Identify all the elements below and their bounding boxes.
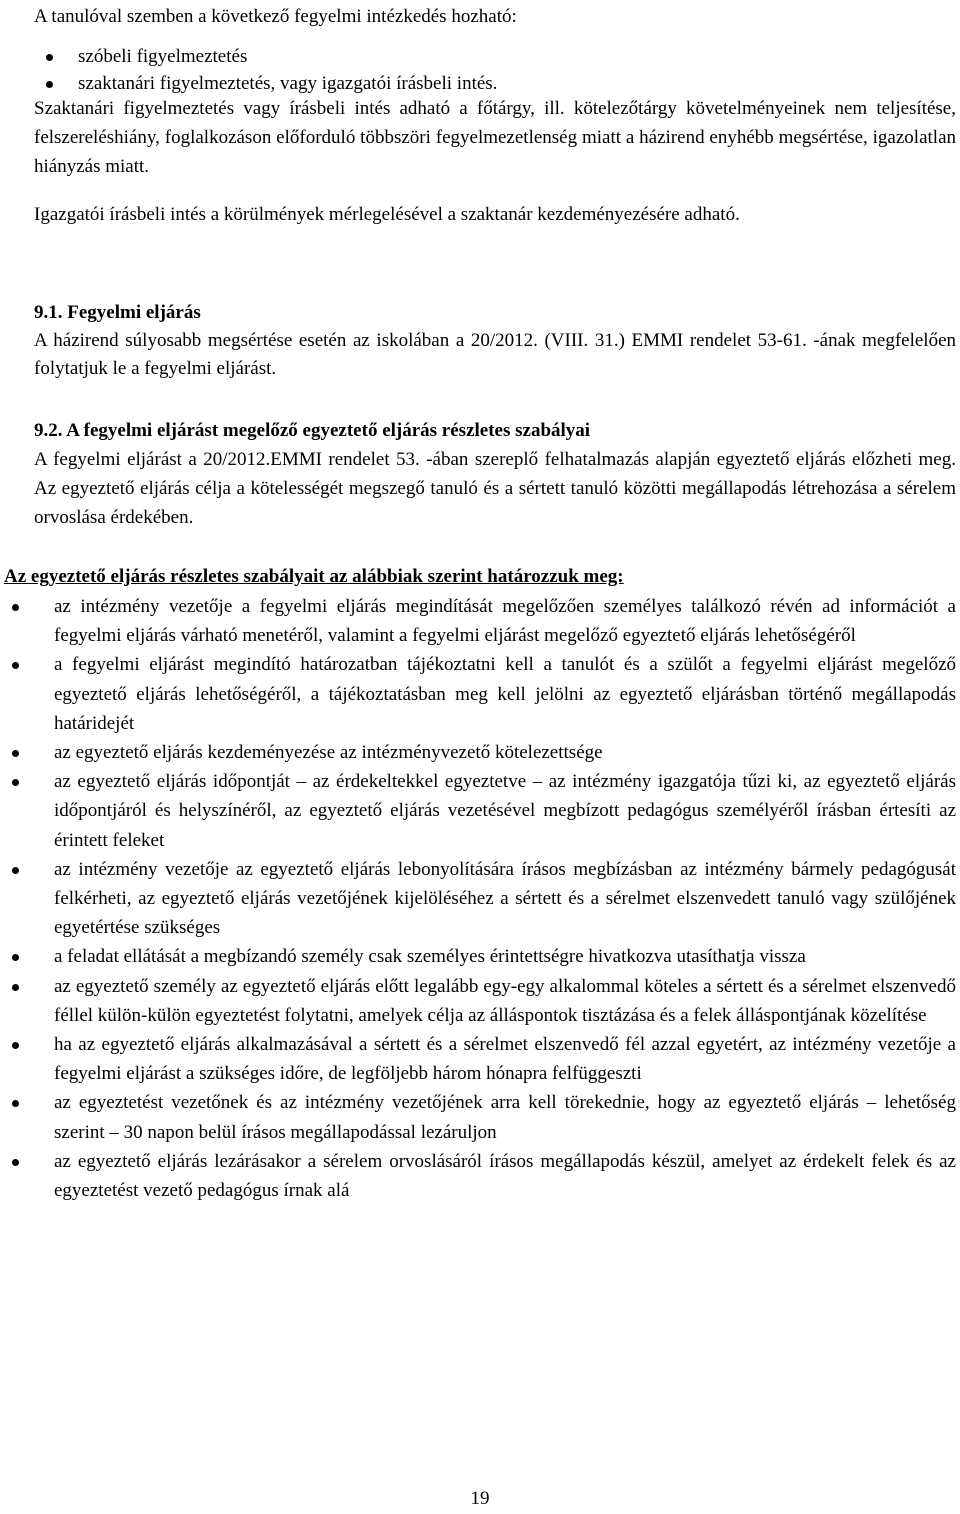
rules-heading: Az egyeztető eljárás részletes szabályait az alábbiak szerint határozzuk meg: xyxy=(4,566,624,587)
section-9-1-title: 9.1. Fegyelmi eljárás xyxy=(34,302,201,323)
list-item: az intézmény vezetője az egyeztető eljárás lebonyolítására írásos megbízásban az intézmény bármely pedagógusát felkérheti, az egyeztető eljárás vezetőjének kijelöléséhez a sértett és a sérelmet elszenvedett tanuló vagy szülőjének egyetértése szükséges xyxy=(4,855,956,943)
bullet-icon xyxy=(46,54,53,61)
section-9-2-title: 9.2. A fegyelmi eljárást megelőző egyeztető eljárás részletes szabályai xyxy=(34,420,591,441)
bullet-icon xyxy=(46,81,53,88)
list-item: az egyeztető személy az egyeztető eljárás előtt legalább egy-egy alkalommal köteles a sértett és a sérelmet elszenvedő féllel külön-külön egyeztetést folytatni, amelyek célja az álláspontok tisztázása és a felek álláspontjának közelítése xyxy=(4,972,956,1030)
rules-list xyxy=(4,592,956,1205)
list-item: az egyeztető eljárás időpontját – az érdekeltekkel egyeztetve – az intézmény igazgatója tűzi ki, az egyeztető eljárás időpontjáról és helyszínéről, az egyeztető eljárás vezetésével megbízott pedagógus személyéről írásban értesíti az érintett feleket xyxy=(4,767,956,855)
page-number: 19 xyxy=(470,1488,490,1509)
list-item: a feladat ellátását a megbízandó személy csak személyes érintettségre hivatkozva utasíthatja vissza xyxy=(4,942,956,971)
list-item: az egyeztető eljárás lezárásakor a sérelem orvoslásáról írásos megállapodás készül, amelyet az érdekelt felek és az egyeztetést vezető pedagógus írnak alá xyxy=(4,1147,956,1205)
intro-line: A tanulóval szemben a következő fegyelmi intézkedés hozható: xyxy=(34,6,517,27)
section-9-1-text: A házirend súlyosabb megsértése esetén az iskolában a 20/2012. (VIII. 31.) EMMI rendelet 53-61. -ának megfelelően folytatjuk le a fegyelmi eljárást. xyxy=(34,330,956,379)
bullet-icon xyxy=(12,779,19,786)
bullet-icon xyxy=(12,867,19,874)
list-item: szaktanári figyelmeztetés, vagy igazgatói írásbeli intés. xyxy=(34,69,956,99)
section-9-2-text: A fegyelmi eljárást a 20/2012.EMMI rendelet 53. -ában szereplő felhatalmazás alapján egyeztető eljárás előzheti meg. Az egyeztető eljárás célja a kötelességét megszegő tanuló és a sértett tanuló közötti megállapodás létrehozása a sérelem orvoslása érdekében. xyxy=(34,449,956,528)
intro-paragraph: Szaktanári figyelmeztetés vagy írásbeli intés adható a főtárgy, ill. kötelezőtárgy követelményeinek nem teljesítése, felszereléshiány, foglalkozáson előforduló többszöri fegyelmezetlenség miatt a házirend enyhébb megsértése, igazolatlan hiányzás miatt. xyxy=(34,98,956,177)
bullet-icon xyxy=(12,1042,19,1049)
list-item: az egyeztető eljárás kezdeményezése az intézményvezető kötelezettsége xyxy=(4,738,956,767)
list-item: a fegyelmi eljárást megindító határozatban tájékoztatni kell a tanulót és a szülőt a fegyelmi eljárást megelőző egyeztető eljárás lehetőségéről, a tájékoztatásban meg kell jelölni az egyeztető eljárásban történő megállapodás határidejét xyxy=(4,650,956,738)
bullet-icon xyxy=(12,604,19,611)
list-item: ha az egyeztető eljárás alkalmazásával a sértett és a sérelmet elszenvedő fél azzal egyetért, az intézmény vezetője a fegyelmi eljárást a szükséges időre, de legföljebb három hónapra felfüggeszti xyxy=(4,1030,956,1088)
measures-list xyxy=(34,42,956,98)
bullet-icon xyxy=(12,1159,19,1166)
bullet-icon xyxy=(12,954,19,961)
intro-paragraph-2: Igazgatói írásbeli intés a körülmények mérlegelésével a szaktanár kezdeményezésére adható. xyxy=(34,204,740,225)
list-item: az egyeztetést vezetőnek és az intézmény vezetőjének arra kell törekednie, hogy az egyeztető eljárás – lehetőség szerint – 30 napon belül írásos megállapodással lezáruljon xyxy=(4,1088,956,1146)
bullet-icon xyxy=(12,984,19,991)
bullet-icon xyxy=(12,1100,19,1107)
list-item: szóbeli figyelmeztetés xyxy=(34,42,956,72)
bullet-icon xyxy=(12,662,19,669)
bullet-icon xyxy=(12,750,19,757)
list-item: az intézmény vezetője a fegyelmi eljárás megindítását megelőzően személyes találkozó révén ad információt a fegyelmi eljárás várható menetéről, valamint a fegyelmi eljárást megelőző egyeztető eljárás lehetőségéről xyxy=(4,592,956,650)
